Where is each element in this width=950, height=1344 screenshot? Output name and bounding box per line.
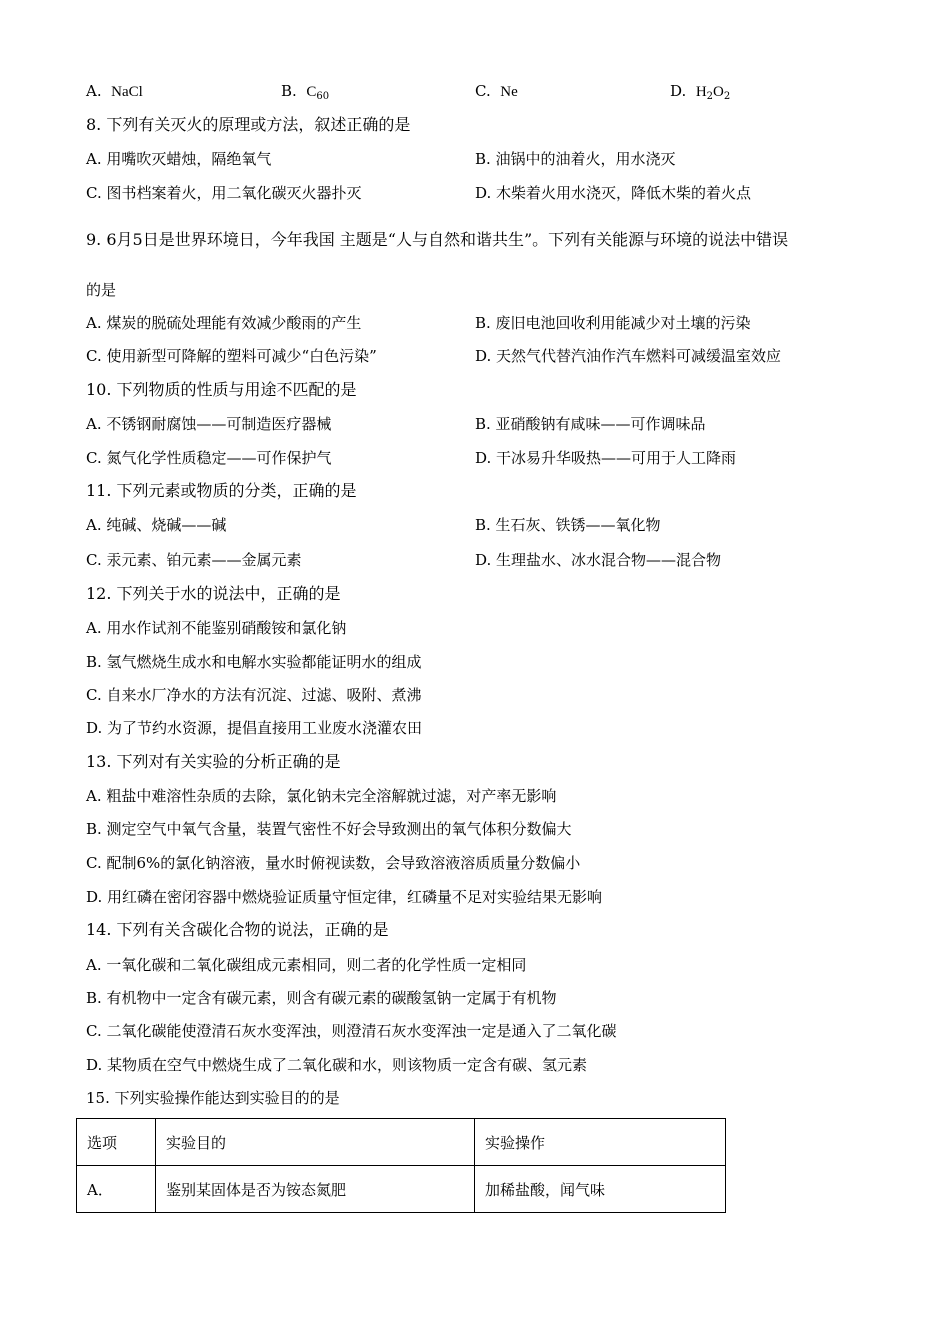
table-row xyxy=(77,1166,726,1213)
q8-option-b: B. 油锅中的油着火，用水浇灭 xyxy=(475,150,676,168)
q9-stem-line2: 的是 xyxy=(86,281,117,299)
q9-stem-line1: 9. 6月5日是世界环境日，今年我国 主题是“人与自然和谐共生”。下列有关能源与环境的说法中错误 xyxy=(86,230,789,249)
q10-stem: 10. 下列物质的性质与用途不匹配的是 xyxy=(86,380,357,399)
q12-option-b: B. 氢气燃烧生成水和电解水实验都能证明水的组成 xyxy=(86,653,422,671)
q11-option-a: A. 纯碱、烧碱——碱 xyxy=(86,516,227,534)
table-header-row xyxy=(77,1119,726,1166)
q11-option-c: C. 汞元素、铂元素——金属元素 xyxy=(86,551,302,569)
q9-option-a: A. 煤炭的脱硫处理能有效减少酸雨的产生 xyxy=(86,314,362,332)
q7-option-c: C. Ne xyxy=(475,82,518,100)
q12-option-a: A. 用水作试剂不能鉴别硝酸铵和氯化钠 xyxy=(86,619,347,637)
q14-option-a: A. 一氧化碳和二氧化碳组成元素相同，则二者的化学性质一定相同 xyxy=(86,956,527,974)
table-cell: 加稀盐酸，闻气味 xyxy=(475,1166,726,1213)
q12-option-d: D. 为了节约水资源，提倡直接用工业废水浇灌农田 xyxy=(86,719,423,737)
q8-option-d: D. 木柴着火用水浇灭，降低木柴的着火点 xyxy=(475,184,752,202)
q8-stem: 8. 下列有关灭火的原理或方法，叙述正确的是 xyxy=(86,115,411,134)
q12-stem: 12. 下列关于水的说法中，正确的是 xyxy=(86,584,341,603)
table-header-cell: 实验操作 xyxy=(475,1119,726,1166)
q12-option-c: C. 自来水厂净水的方法有沉淀、过滤、吸附、煮沸 xyxy=(86,686,422,704)
q13-option-b: B. 测定空气中氧气含量，装置气密性不好会导致测出的氧气体积分数偏大 xyxy=(86,820,572,838)
q9-option-b: B. 废旧电池回收利用能减少对土壤的污染 xyxy=(475,314,751,332)
q8-option-c: C. 图书档案着火，用二氧化碳灭火器扑灭 xyxy=(86,184,362,202)
q14-option-c: C. 二氧化碳能使澄清石灰水变浑浊，则澄清石灰水变浑浊一定是通入了二氧化碳 xyxy=(86,1022,617,1040)
q13-option-a: A. 粗盐中难溶性杂质的去除，氯化钠未完全溶解就过滤，对产率无影响 xyxy=(86,787,557,805)
q14-option-b: B. 有机物中一定含有碳元素，则含有碳元素的碳酸氢钠一定属于有机物 xyxy=(86,989,557,1007)
q11-option-d: D. 生理盐水、冰水混合物——混合物 xyxy=(475,551,722,569)
q13-stem: 13. 下列对有关实验的分析正确的是 xyxy=(86,752,341,771)
q14-stem: 14. 下列有关含碳化合物的说法，正确的是 xyxy=(86,920,389,939)
q7-option-d: D. $H_2O_2$ xyxy=(670,82,731,102)
q7-option-b: B. $C_{60}$ xyxy=(281,82,330,102)
q15-stem: 15. 下列实验操作能达到实验目的的是 xyxy=(86,1089,340,1107)
q8-option-a: A. 用嘴吹灭蜡烛，隔绝氧气 xyxy=(86,150,272,168)
q11-stem: 11. 下列元素或物质的分类，正确的是 xyxy=(86,481,357,500)
q13-option-d: D. 用红磷在密闭容器中燃烧验证质量守恒定律，红磷量不足对实验结果无影响 xyxy=(86,888,603,906)
table-header-cell: 实验目的 xyxy=(156,1119,475,1166)
q11-option-b: B. 生石灰、铁锈——氧化物 xyxy=(475,516,661,534)
q9-option-d: D. 天然气代替汽油作汽车燃料可减缓温室效应 xyxy=(475,347,782,365)
table-cell: A． xyxy=(77,1166,156,1213)
q13-option-c: C. 配制6%的氯化钠溶液，量水时俯视读数，会导致溶液溶质质量分数偏小 xyxy=(86,854,581,872)
q10-option-a: A. 不锈钢耐腐蚀——可制造医疗器械 xyxy=(86,415,332,433)
table-cell: 鉴别某固体是否为铵态氮肥 xyxy=(156,1166,475,1213)
q10-option-b: B. 亚硝酸钠有咸味——可作调味品 xyxy=(475,415,706,433)
table-header-cell: 选项 xyxy=(77,1119,156,1166)
q10-option-d: D. 干冰易升华吸热——可用于人工降雨 xyxy=(475,449,737,467)
q15-table xyxy=(76,1118,726,1213)
q7-option-a: A. NaCl xyxy=(86,82,143,100)
q10-option-c: C. 氮气化学性质稳定——可作保护气 xyxy=(86,449,332,467)
q9-option-c: C. 使用新型可降解的塑料可减少“白色污染” xyxy=(86,347,377,365)
q14-option-d: D. 某物质在空气中燃烧生成了二氧化碳和水，则该物质一定含有碳、氢元素 xyxy=(86,1056,588,1074)
